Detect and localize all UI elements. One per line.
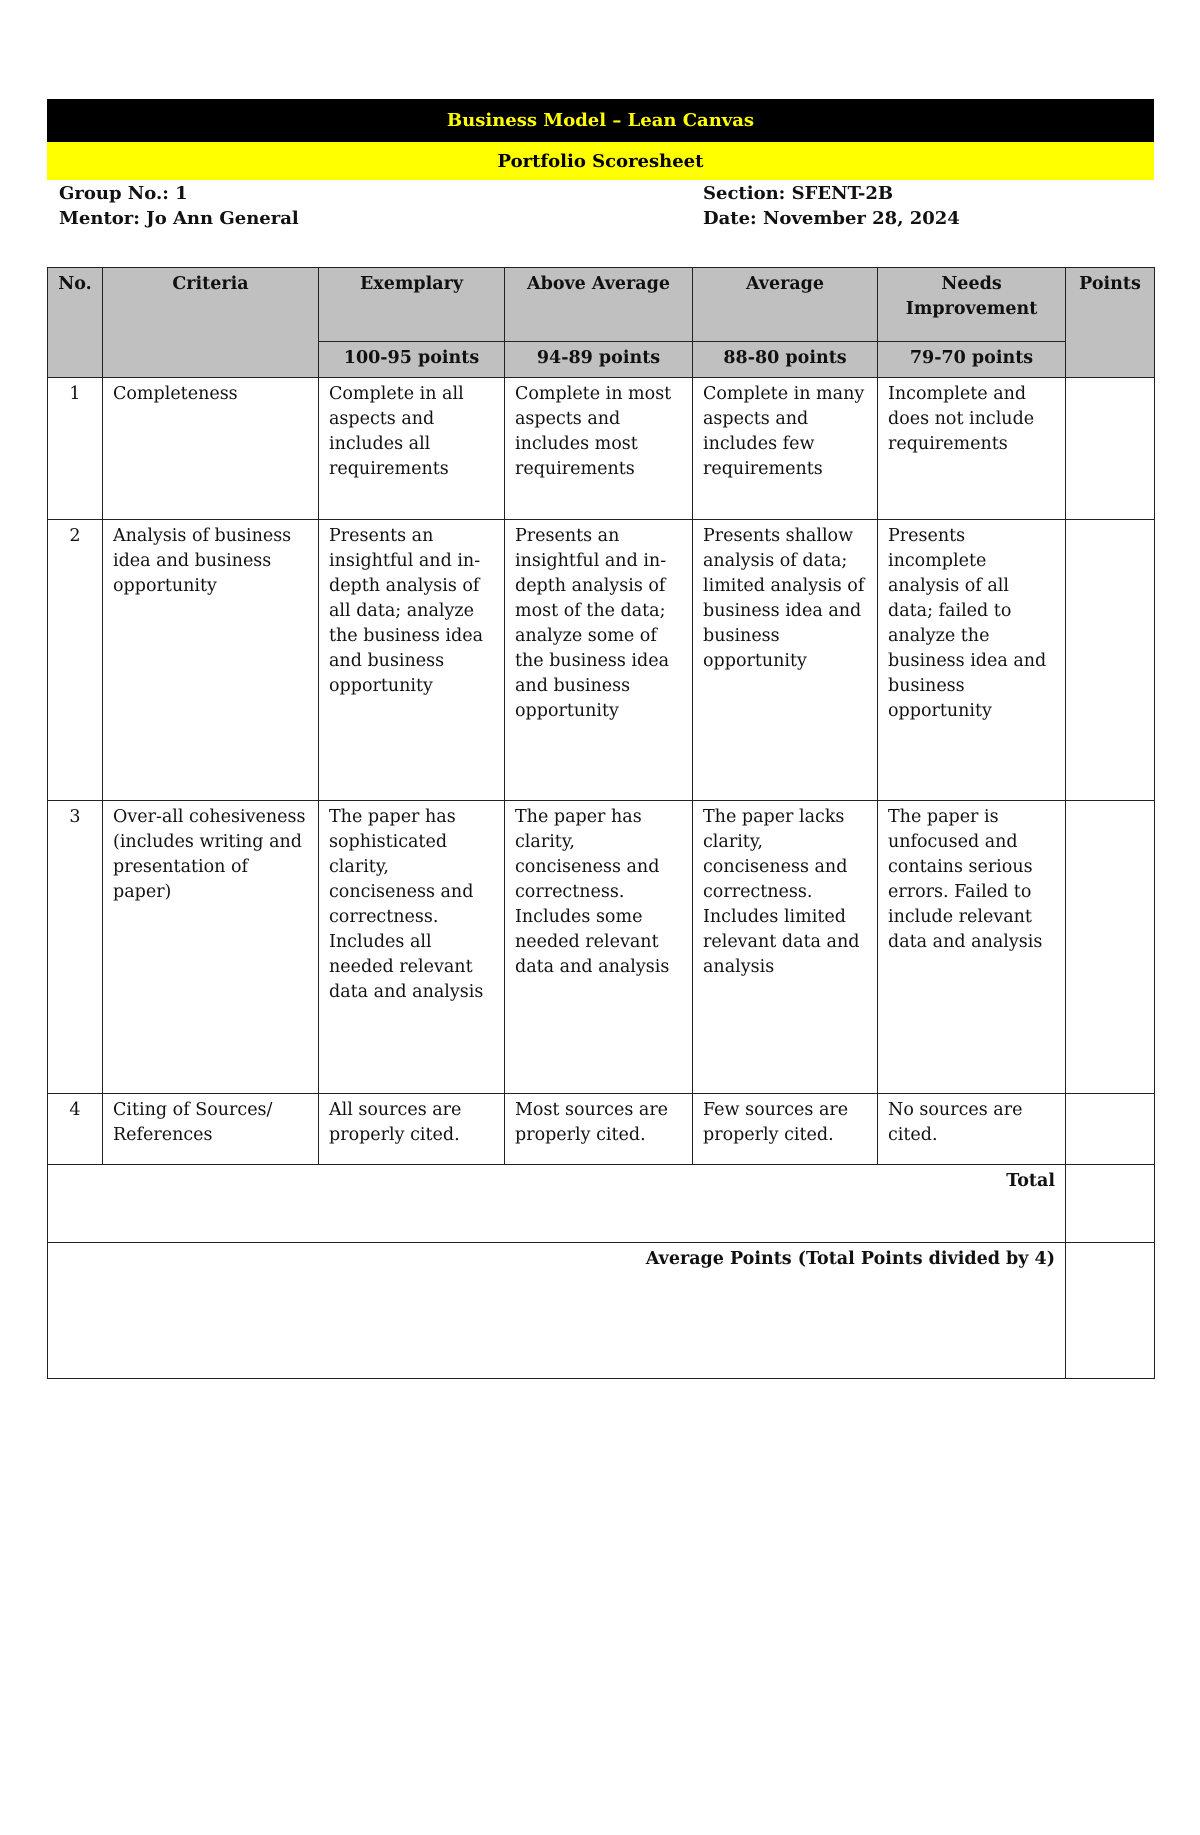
total-points-cell[interactable] (1066, 1165, 1155, 1243)
table-row (48, 801, 1155, 1094)
header-range-above-average: 94-89 points (505, 342, 693, 378)
date: Date: November 28, 2024 (703, 208, 960, 229)
header-level-exemplary: Exemplary (319, 268, 505, 342)
row-average: Presents shallow analysis of data; limited analysis of business idea and business opportunity (693, 520, 878, 801)
total-row (48, 1165, 1155, 1243)
header-range-needs-improvement: 79-70 points (878, 342, 1066, 378)
row-number: 2 (48, 520, 103, 801)
row-points-cell[interactable] (1066, 520, 1155, 801)
row-needs-improvement: No sources are cited. (878, 1094, 1066, 1165)
row-above-average: Complete in most aspects and includes most requirements (505, 378, 693, 520)
header-no: No. (48, 268, 103, 378)
row-above-average: The paper has clarity, conciseness and correctness. Includes some needed relevant data and analysis (505, 801, 693, 1094)
row-above-average: Presents an insightful and in-depth analysis of most of the data; analyze some of the business idea and business opportunity (505, 520, 693, 801)
mentor-name: Mentor: Jo Ann General (59, 208, 299, 229)
group-number: Group No.: 1 (59, 183, 188, 204)
row-exemplary: Presents an insightful and in-depth analysis of all data; analyze the business idea and business opportunity (319, 520, 505, 801)
header-level-above-average: Above Average (505, 268, 693, 342)
header-range-average: 88-80 points (693, 342, 878, 378)
header-row-levels (48, 268, 1155, 342)
row-number: 1 (48, 378, 103, 520)
row-average: Few sources are properly cited. (693, 1094, 878, 1165)
row-criteria: Over-all cohesiveness (includes writing and presentation of paper) (103, 801, 319, 1094)
row-number: 4 (48, 1094, 103, 1165)
average-label: Average Points (Total Points divided by 4) (48, 1243, 1066, 1379)
section-code: Section: SFENT-2B (703, 183, 894, 204)
header-level-average: Average (693, 268, 878, 342)
header-points: Points (1066, 268, 1155, 378)
header-level-needs-improvement: Needs Improvement (878, 268, 1066, 342)
meta-info (47, 180, 1154, 234)
document-subtitle: Portfolio Scoresheet (47, 142, 1154, 180)
row-average: The paper lacks clarity, conciseness and correctness. Includes limited relevant data and analysis (693, 801, 878, 1094)
row-points-cell[interactable] (1066, 1094, 1155, 1165)
rubric-table (47, 267, 1155, 1379)
table-row (48, 1094, 1155, 1165)
average-points-cell[interactable] (1066, 1243, 1155, 1379)
header-criteria: Criteria (103, 268, 319, 378)
row-exemplary: Complete in all aspects and includes all requirements (319, 378, 505, 520)
row-above-average: Most sources are properly cited. (505, 1094, 693, 1165)
row-criteria: Completeness (103, 378, 319, 520)
total-label: Total (48, 1165, 1066, 1243)
table-row (48, 520, 1155, 801)
row-needs-improvement: The paper is unfocused and contains serious errors. Failed to include relevant data and analysis (878, 801, 1066, 1094)
row-exemplary: All sources are properly cited. (319, 1094, 505, 1165)
table-row (48, 378, 1155, 520)
row-number: 3 (48, 801, 103, 1094)
row-average: Complete in many aspects and includes few requirements (693, 378, 878, 520)
row-needs-improvement: Presents incomplete analysis of all data; failed to analyze the business idea and business opportunity (878, 520, 1066, 801)
row-points-cell[interactable] (1066, 801, 1155, 1094)
row-needs-improvement: Incomplete and does not include requirements (878, 378, 1066, 520)
document-title: Business Model – Lean Canvas (47, 99, 1154, 142)
row-criteria: Analysis of business idea and business opportunity (103, 520, 319, 801)
header-range-exemplary: 100-95 points (319, 342, 505, 378)
scoresheet-page (47, 99, 1154, 1269)
row-criteria: Citing of Sources/ References (103, 1094, 319, 1165)
row-exemplary: The paper has sophisticated clarity, conciseness and correctness. Includes all needed relevant data and analysis (319, 801, 505, 1094)
row-points-cell[interactable] (1066, 378, 1155, 520)
average-row (48, 1243, 1155, 1379)
